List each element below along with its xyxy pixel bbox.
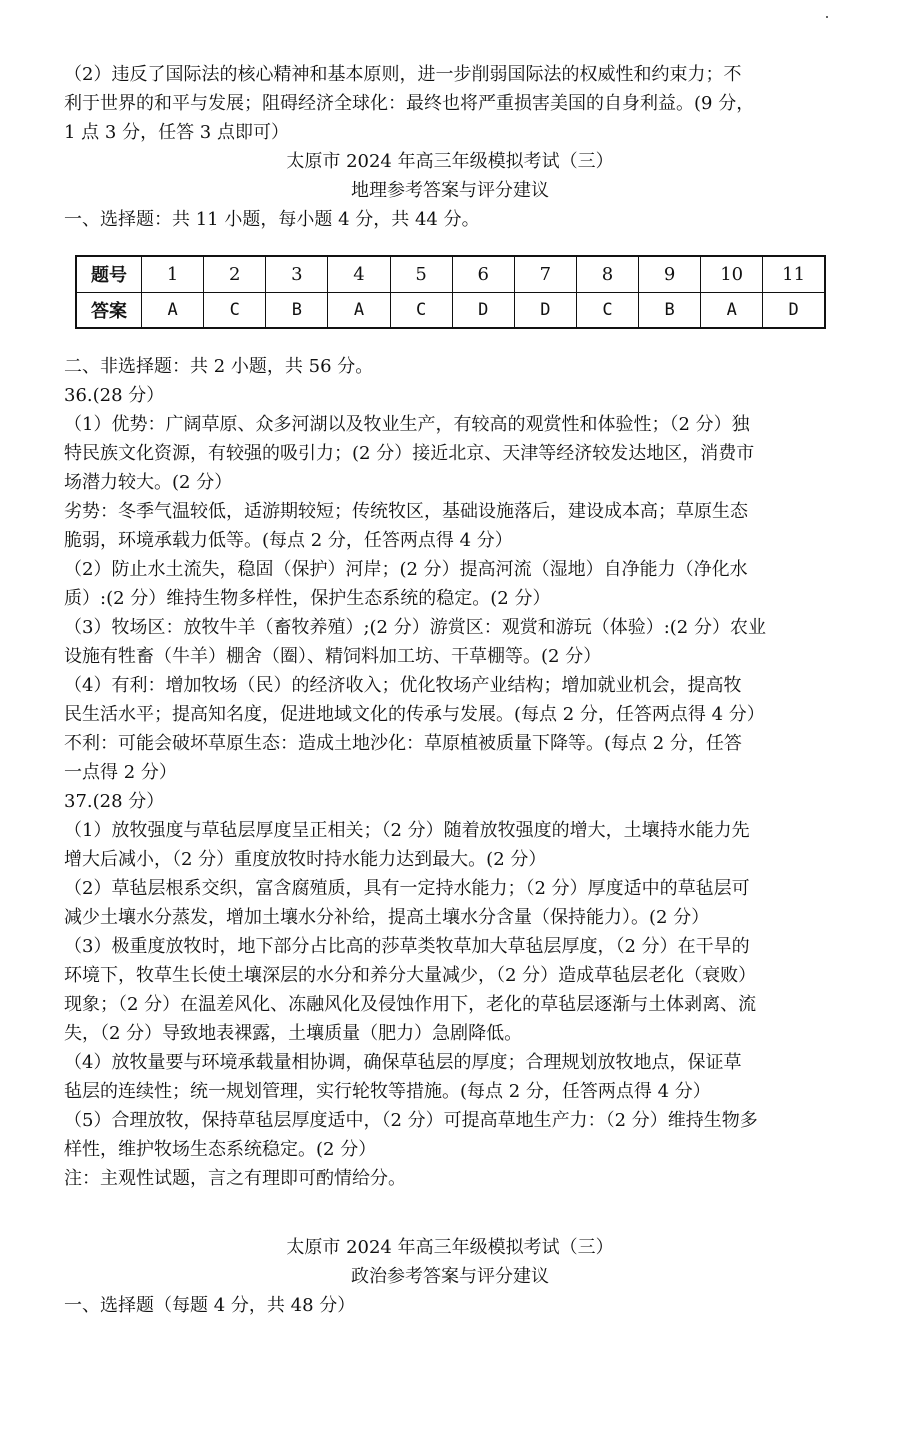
body-line: （5）合理放牧，保持草毡层厚度适中，（2 分）可提高草地生产力：（2 分）维持生物多 — [64, 1110, 758, 1131]
answer-cell: C — [576, 292, 638, 328]
body-line: 样性，维护牧场生态系统稳定。(2 分） — [64, 1139, 377, 1160]
answer-table-row-numbers — [76, 256, 825, 292]
top-paragraph-line-3: 1 点 3 分，任答 3 点即可） — [64, 122, 289, 143]
answer-table-row2-label: 答案 — [76, 292, 142, 328]
body-line: 减少土壤水分蒸发，增加土壤水分补给，提高土壤水分含量（保持能力）。(2 分） — [64, 907, 710, 928]
answer-cell: C — [390, 292, 452, 328]
answer-table — [75, 255, 826, 329]
body-line: 质）:(2 分）维持生物多样性，保护生态系统的稳定。(2 分） — [64, 588, 551, 609]
politics-answer-title: 政治参考答案与评分建议 — [351, 1266, 549, 1287]
politics-exam-title: 太原市 2024 年高三年级模拟考试（三） — [286, 1237, 614, 1258]
answer-cell: D — [514, 292, 576, 328]
answer-cell: A — [142, 292, 204, 328]
answer-cell: A — [701, 292, 763, 328]
geography-section-2-heading: 二、非选择题：共 2 小题，共 56 分。 — [64, 356, 374, 377]
geography-answer-title: 地理参考答案与评分建议 — [351, 180, 549, 201]
body-line: （1）放牧强度与草毡层厚度呈正相关；（2 分）随着放牧强度的增大，土壤持水能力先 — [64, 820, 750, 841]
geography-exam-title: 太原市 2024 年高三年级模拟考试（三） — [286, 151, 614, 172]
top-paragraph-line-2: 利于世界的和平与发展；阻碍经济全球化：最终也将严重损害美国的自身利益。(9 分， — [64, 93, 755, 114]
body-line: （4）有利：增加牧场（民）的经济收入；优化牧场产业结构；增加就业机会，提高牧 — [64, 675, 742, 696]
answer-cell: B — [639, 292, 701, 328]
answer-cell: D — [763, 292, 825, 328]
body-line: （4）放牧量要与环境承载量相协调，确保草毡层的厚度；合理规划放牧地点，保证草 — [64, 1052, 742, 1073]
question-number-cell: 10 — [701, 256, 763, 292]
answer-cell: B — [266, 292, 328, 328]
question-number-cell: 11 — [763, 256, 825, 292]
geography-section-1-heading: 一、选择题：共 11 小题，每小题 4 分，共 44 分。 — [64, 209, 480, 230]
body-line: 场潜力较大。(2 分） — [64, 472, 233, 493]
body-line: （1）优势：广阔草原、众多河湖以及牧业生产，有较高的观赏性和体验性；（2 分）独 — [64, 414, 750, 435]
scan-speck — [826, 16, 828, 18]
answer-table-row1-label: 题号 — [76, 256, 142, 292]
question-number-cell: 4 — [328, 256, 390, 292]
body-line: 脆弱，环境承载力低等。(每点 2 分，任答两点得 4 分） — [64, 530, 513, 551]
question-number-cell: 9 — [639, 256, 701, 292]
body-line: 37.(28 分） — [64, 791, 165, 812]
politics-section-1-heading: 一、选择题（每题 4 分，共 48 分） — [64, 1295, 356, 1316]
body-line: 民生活水平；提高知名度，促进地域文化的传承与发展。(每点 2 分，任答两点得 4 分） — [64, 704, 765, 725]
question-number-cell: 6 — [452, 256, 514, 292]
body-line: 失，（2 分）导致地表裸露，土壤质量（肥力）急剧降低。 — [64, 1023, 523, 1044]
body-line: （2）草毡层根系交织，富含腐殖质，具有一定持水能力；（2 分）厚度适中的草毡层可 — [64, 878, 750, 899]
body-line: 劣势：冬季气温较低，适游期较短；传统牧区，基础设施落后，建设成本高；草原生态 — [64, 501, 748, 522]
body-line: 36.(28 分） — [64, 385, 165, 406]
body-line: （3）极重度放牧时，地下部分占比高的莎草类牧草加大草毡层厚度，（2 分）在干旱的 — [64, 936, 750, 957]
body-line: 增大后减小，（2 分）重度放牧时持水能力达到最大。(2 分） — [64, 849, 547, 870]
body-line: 设施有牲畜（牛羊）棚舍（圈）、精饲料加工坊、干草棚等。(2 分） — [64, 646, 602, 667]
top-paragraph-line-1: （2）违反了国际法的核心精神和基本原则，进一步削弱国际法的权威性和约束力；不 — [64, 64, 742, 85]
body-line: 毡层的连续性；统一规划管理，实行轮牧等措施。(每点 2 分，任答两点得 4 分） — [64, 1081, 711, 1102]
body-line: 环境下，牧草生长使土壤深层的水分和养分大量减少，（2 分）造成草毡层老化（衰败） — [64, 965, 757, 986]
answer-cell: D — [452, 292, 514, 328]
note-line: 注：主观性试题，言之有理即可酌情给分。 — [64, 1168, 406, 1189]
answer-cell: A — [328, 292, 390, 328]
question-number-cell: 7 — [514, 256, 576, 292]
body-line: （2）防止水土流失，稳固（保护）河岸；(2 分）提高河流（湿地）自净能力（净化水 — [64, 559, 748, 580]
question-number-cell: 5 — [390, 256, 452, 292]
answer-cell: C — [204, 292, 266, 328]
body-line: 一点得 2 分） — [64, 762, 177, 783]
question-number-cell: 8 — [576, 256, 638, 292]
body-line: （3）牧场区：放牧牛羊（畜牧养殖）;(2 分）游赏区：观赏和游玩（体验）:(2 分）农业 — [64, 617, 766, 638]
question-number-cell: 3 — [266, 256, 328, 292]
body-line: 不利：可能会破坏草原生态：造成土地沙化：草原植被质量下降等。(每点 2 分，任答 — [64, 733, 742, 754]
question-number-cell: 1 — [142, 256, 204, 292]
answer-table-row-answers — [76, 292, 825, 328]
body-line: 特民族文化资源，有较强的吸引力；(2 分）接近北京、天津等经济较发达地区，消费市 — [64, 443, 755, 464]
body-line: 现象；（2 分）在温差风化、冻融风化及侵蚀作用下，老化的草毡层逐渐与土体剥离、流 — [64, 994, 757, 1015]
question-number-cell: 2 — [204, 256, 266, 292]
